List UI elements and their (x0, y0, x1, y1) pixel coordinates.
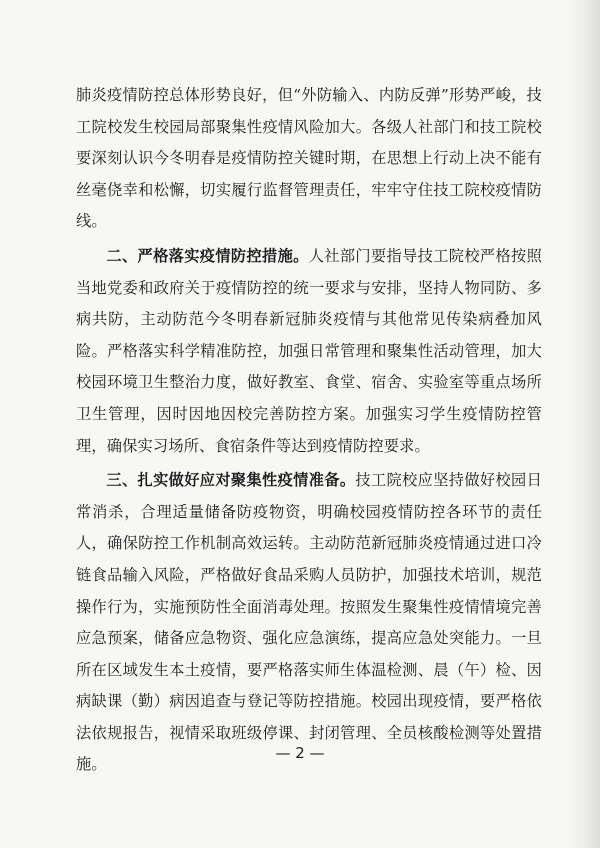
scan-shadow-edge (566, 0, 600, 848)
page-number: — 2 — (275, 744, 325, 762)
paragraph-1-text: 肺炎疫情防控总体形势良好，但“外防输入、内防反弹”形势严峻，技工院校发生校园局部聚集性疫情风险加大。各级人社部门和技工院校要深刻认识今冬明春是疫情防控关键时期，在思想上行动上决不能有丝毫侥幸和松懈，切实履行监督管理责任，牢牢守住技工院校疫情防线。 (76, 86, 542, 231)
paragraph-3 (76, 465, 542, 781)
document-body (76, 80, 542, 781)
paragraph-2-text: 人社部门要指导技工院校严格按照当地党委和政府关于疫情防控的统一要求与安排，坚持人物同防、多病共防，主动防范今冬明春新冠肺炎疫情与其他常见传染病叠加风险。严格落实科学精准防控，加强日常管理和聚集性活动管理，加大校园环境卫生整治力度，做好教室、食堂、宿舍、实验室等重点场所卫生管理，因时因地因校完善防控方案。加强实习学生疫情防控管理，确保实习场所、食宿条件等达到疫情防控要求。 (76, 246, 542, 455)
section-two-heading: 二、严格落实疫情防控措施。 (106, 246, 309, 265)
paragraph-2 (76, 241, 542, 462)
paragraph-3-text: 技工院校应坚持做好校园日常消杀，合理适量储备防疫物资，明确校园疫情防控各环节的责任人，确保防控工作机制高效运转。主动防范新冠肺炎疫情通过进口冷链食品输入风险，严格做好食品采购人员防护，加强技术培训，规范操作行为，实施预防性全面消毒处理。按照发生聚集性疫情情境完善应急预案，储备应急物资、强化应急演练，提高应急处突能力。一旦所在区域发生本土疫情，要严格落实师生体温检测、晨（午）检、因病缺课（勤）病因追查与登记等防控措施。校园出现疫情，要严格依法依规报告，视情采取班级停课、封闭管理、全员核酸检测等处置措施。 (76, 471, 542, 774)
paragraph-1 (76, 80, 542, 238)
section-three-heading: 三、扎实做好应对聚集性疫情准备。 (106, 471, 356, 490)
